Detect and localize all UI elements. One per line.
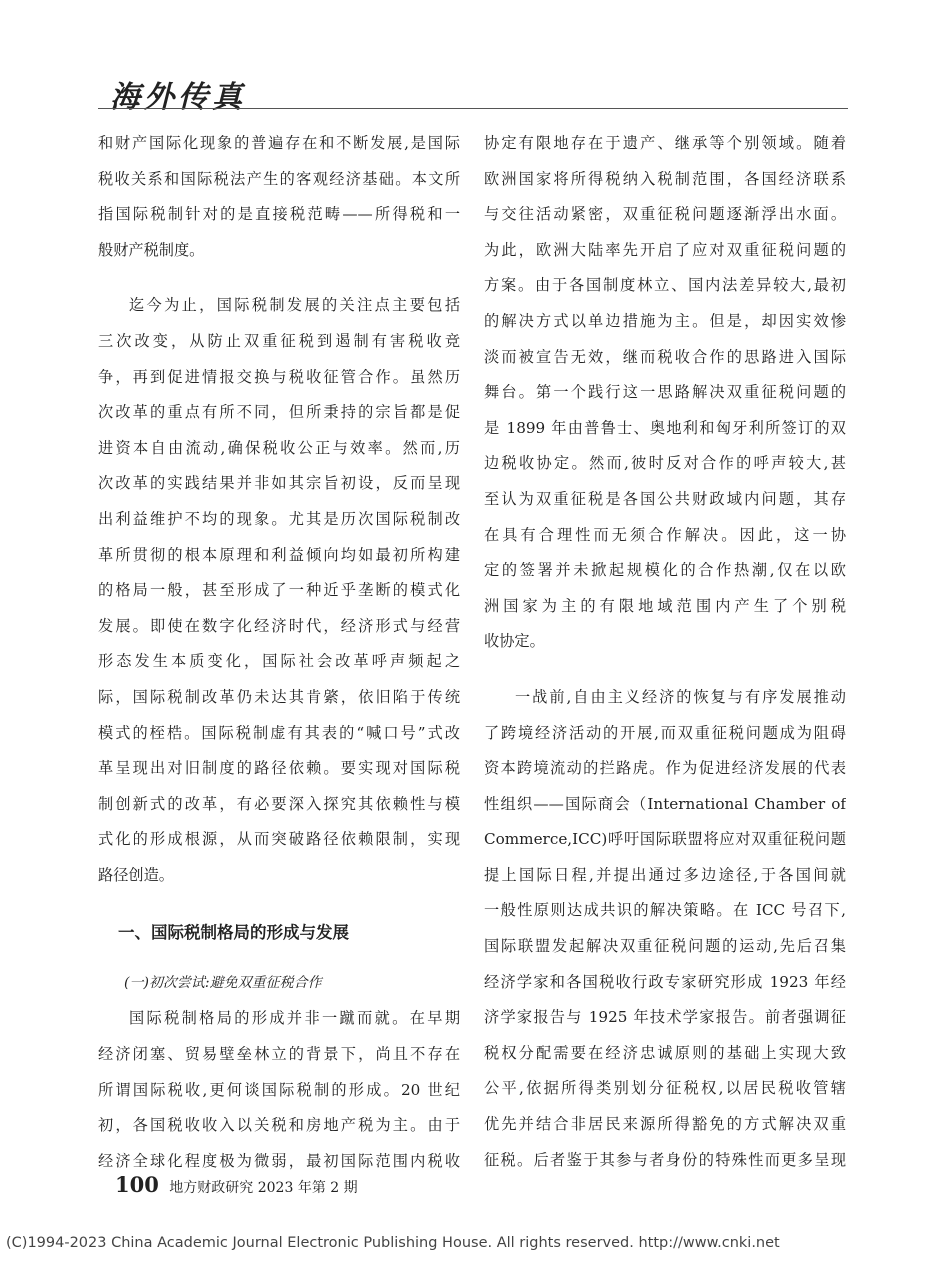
text-line: 国际联盟发起解决双重征税问题的运动,先后召集 xyxy=(484,937,846,956)
text-line: 经济全球化程度极为微弱，最初国际范围内税收 xyxy=(98,1151,460,1170)
right-column xyxy=(484,126,846,1178)
section-header-title: 海外传真 xyxy=(110,80,246,115)
text-line: 税权分配需要在经济忠诚原则的基础上实现大致 xyxy=(484,1043,846,1062)
text-line: 所谓国际税收,更何谈国际税制的形成。20 世纪 xyxy=(98,1080,460,1099)
text-line: 初，各国税收收入以关税和房地产税为主。由于 xyxy=(98,1116,460,1135)
page-number: 100 xyxy=(115,1172,159,1197)
text-line: 济学家报告与 1925 年技术学家报告。前者强调征 xyxy=(484,1008,846,1027)
text-line: 进资本自由流动,确保税收公正与效率。然而,历 xyxy=(98,438,460,457)
text-line: 制创新式的改革，有必要深入探究其依赖性与模 xyxy=(98,794,460,813)
paragraph-gap xyxy=(484,660,846,680)
text-line: 和财产国际化现象的普遍存在和不断发展,是国际 xyxy=(98,134,460,152)
left-column xyxy=(98,126,460,1179)
text-line: 的格局一般，甚至形成了一种近乎垄断的模式化 xyxy=(98,581,460,600)
text-line: 式化的形成根源，从而突破路径依赖限制，实现 xyxy=(98,830,460,849)
text-line: 定的签署并未掀起规模化的合作热潮,仅在以欧 xyxy=(484,561,846,580)
journal-issue: 地方财政研究 2023 年第 2 期 xyxy=(169,1180,358,1196)
text-line: 协定有限地存在于遗产、继承等个别领域。随着 xyxy=(484,134,846,152)
text-line: 革呈现出对旧制度的路径依赖。要实现对国际税 xyxy=(98,759,460,778)
text-line: 形态发生本质变化，国际社会改革呼声频起之 xyxy=(98,652,460,671)
copyright-notice: (C)1994-2023 China Academic Journal Electronic Publishing House. All rights reserved. http://www.cnki.net xyxy=(6,1235,780,1251)
text-line: 在具有合理性而无须合作解决。因此，这一协 xyxy=(484,525,846,544)
text-line: 与交往活动紧密，双重征税问题逐渐浮出水面。 xyxy=(484,205,846,224)
text-line: 了跨境经济活动的开展,而双重征税问题成为阻碍 xyxy=(484,723,846,742)
text-line: 边税收协定。然而,彼时反对合作的呼声较大,甚 xyxy=(484,454,846,473)
text-line: 方案。由于各国制度林立、国内法差异较大,最初 xyxy=(484,276,846,295)
text-line: 公平,依据所得类别划分征税权,以居民税收管辖 xyxy=(484,1079,846,1098)
text-line: 次改革的实践结果并非如其宗旨初设，反而呈现 xyxy=(98,474,460,493)
text-line: 出利益维护不均的现象。尤其是历次国际税制改 xyxy=(98,509,460,528)
subsection-heading: (一)初次尝试:避免双重征税合作 xyxy=(124,975,322,992)
page-footer xyxy=(115,1172,358,1197)
text-line: 革所贯彻的根本原理和利益倾向均如最初所构建 xyxy=(98,545,460,564)
text-line: 至认为双重征税是各国公共财政域内问题，其存 xyxy=(484,489,846,508)
text-line: 路径创造。 xyxy=(98,865,174,884)
text-line: 一战前,自由主义经济的恢复与有序发展推动 xyxy=(515,687,846,706)
paragraph-gap xyxy=(98,268,460,288)
text-line: 税收关系和国际税法产生的客观经济基础。本文所 xyxy=(98,169,460,188)
text-line: 提上国际日程,并提出通过多边途径,于各国间就 xyxy=(484,865,846,884)
paragraph-gap xyxy=(98,953,460,965)
text-line: 次改革的重点有所不同，但所秉持的宗旨都是促 xyxy=(98,403,460,422)
text-line: 经济学家和各国税收行政专家研究形成 1923 年经 xyxy=(484,972,846,991)
text-line: 模式的桎梏。国际税制虚有其表的“喊口号”式改 xyxy=(98,723,460,742)
text-line: 争，再到促进情报交换与税收征管合作。虽然历 xyxy=(98,367,460,386)
text-line: 资本跨境流动的拦路虎。作为促进经济发展的代表 xyxy=(484,759,846,778)
text-line: 的解决方式以单边措施为主。但是，却因实效惨 xyxy=(484,311,846,330)
text-line: 指国际税制针对的是直接税范畴——所得税和一 xyxy=(98,205,460,224)
paragraph-gap xyxy=(98,893,460,913)
text-line: 发展。即使在数字化经济时代，经济形式与经营 xyxy=(98,616,460,635)
text-line: 际，国际税制改革仍未达其肯綮，依旧陷于传统 xyxy=(98,687,460,706)
text-line: Commerce,ICC)呼吁国际联盟将应对双重征税问题 xyxy=(484,830,846,849)
text-line: 优先并结合非居民来源所得豁免的方式解决双重 xyxy=(484,1115,846,1134)
text-line: 是 1899 年由普鲁士、奥地利和匈牙利所签订的双 xyxy=(484,418,846,437)
text-line: 经济闭塞、贸易壁垒林立的背景下，尚且不存在 xyxy=(98,1045,460,1064)
text-line: 舞台。第一个践行这一思路解决双重征税问题的 xyxy=(484,383,846,402)
section-heading: 一、国际税制格局的形成与发展 xyxy=(118,923,349,943)
text-line: 征税。后者鉴于其参与者身份的特殊性而更多呈现 xyxy=(484,1150,846,1169)
text-line: 迄今为止，国际税制发展的关注点主要包括 xyxy=(129,296,460,315)
text-line: 收协定。 xyxy=(484,632,545,651)
text-line: 为此，欧洲大陆率先开启了应对双重征税问题的 xyxy=(484,240,846,259)
text-line: 洲国家为主的有限地域范围内产生了个别税 xyxy=(484,596,846,615)
text-line: 三次改变，从防止双重征税到遏制有害税收竞 xyxy=(98,331,460,350)
header-rule xyxy=(98,108,848,109)
text-line: 般财产税制度。 xyxy=(98,240,205,259)
text-line: 欧洲国家将所得税纳入税制范围，各国经济联系 xyxy=(484,169,846,188)
text-line: 国际税制格局的形成并非一蹴而就。在早期 xyxy=(129,1009,460,1028)
text-line: 一般性原则达成共识的解决策略。在 ICC 号召下, xyxy=(484,901,846,920)
text-line: 性组织——国际商会（International Chamber of xyxy=(484,794,846,813)
text-line: 淡而被宣告无效，继而税收合作的思路进入国际 xyxy=(484,347,846,366)
